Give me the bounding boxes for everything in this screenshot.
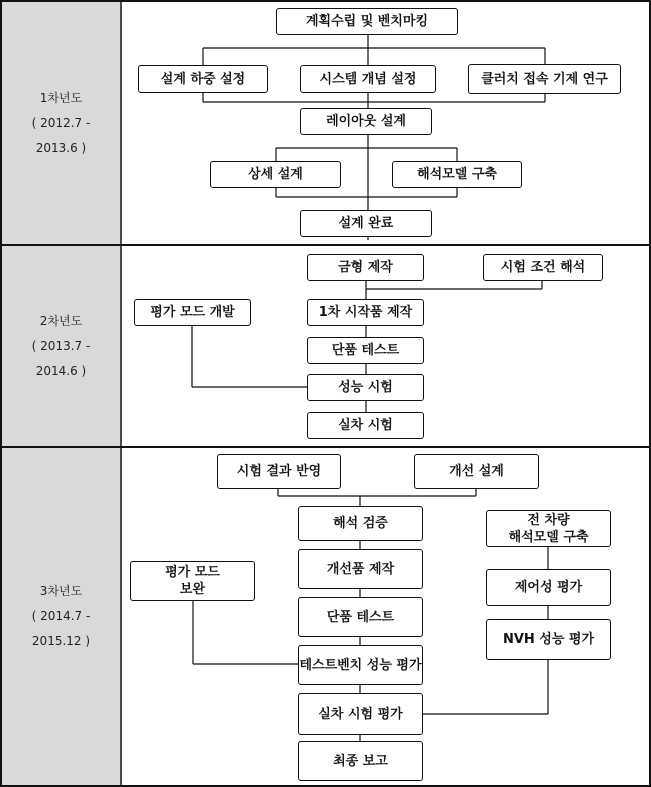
year-period-start: ( 2012.7 - (31, 115, 91, 130)
node-analysis-verify: 해석 검증 (298, 506, 423, 541)
node-test-result-reflect: 시험 결과 반영 (217, 454, 341, 489)
node-plan: 계획수립 및 벤치마킹 (276, 8, 458, 35)
node-testbench-eval: 테스트벤치 성능 평가 (298, 645, 423, 685)
node-detail-design: 상세 설계 (210, 161, 341, 188)
node-improved-part: 개선품 제작 (298, 549, 423, 589)
year-period-end: 2015.12 ) (31, 634, 91, 648)
node-layout-design: 레이아웃 설계 (300, 108, 432, 135)
node-load-design: 설계 하중 설정 (138, 65, 268, 93)
year-period-start: ( 2014.7 - (31, 609, 91, 623)
node-control-eval: 제어성 평가 (486, 569, 611, 606)
year-label: 2차년도 (39, 313, 83, 328)
node-vehicle-eval: 실차 시험 평가 (298, 693, 423, 735)
node-unit-test-2: 단품 테스트 (298, 597, 423, 637)
node-clutch-research: 클러치 접속 기제 연구 (468, 64, 621, 94)
node-nvh-eval: NVH 성능 평가 (486, 619, 611, 660)
year-label: 1차년도 (39, 90, 83, 105)
node-mold-making: 금형 제작 (307, 254, 424, 281)
node-unit-test-1: 단품 테스트 (307, 337, 424, 364)
year-period-start: ( 2013.7 - (31, 338, 91, 353)
node-vehicle-test: 실차 시험 (307, 412, 424, 439)
node-eval-mode-supp: 평가 모드 보완 (130, 561, 255, 601)
node-test-analysis: 시험 조건 해석 (483, 254, 603, 281)
node-prototype-1: 1차 시작품 제작 (307, 299, 424, 326)
node-system-concept: 시스템 개념 설정 (300, 65, 436, 93)
node-final-report: 최종 보고 (298, 741, 423, 781)
year-label: 3차년도 (39, 584, 83, 598)
node-eval-mode-dev: 평가 모드 개발 (134, 299, 251, 326)
node-full-vehicle-model: 전 차량 해석모델 구축 (486, 510, 611, 547)
node-performance-test: 성능 시험 (307, 374, 424, 401)
year-period-end: 2014.6 ) (35, 363, 87, 378)
year-period-end: 2013.6 ) (35, 140, 87, 155)
node-improve-design: 개선 설계 (414, 454, 539, 489)
node-design-complete: 설계 완료 (300, 210, 432, 237)
node-analysis-model: 해석모델 구축 (392, 161, 522, 188)
